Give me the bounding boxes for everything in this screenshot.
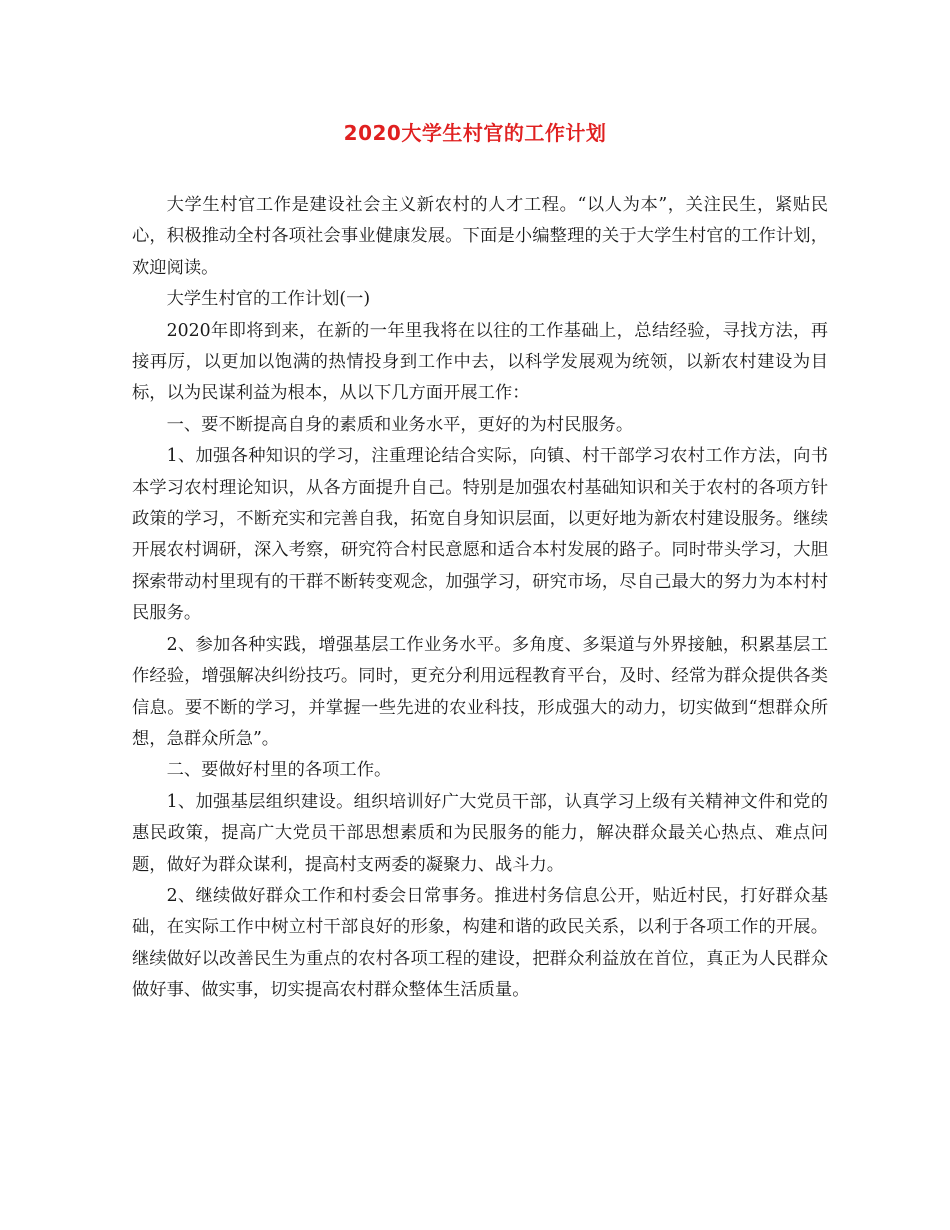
paragraph-overview: 2020年即将到来，在新的一年里我将在以往的工作基础上，总结经验，寻找方法，再接再厉，以更加以饱满的热情投身到工作中去，以科学发展观为统领，以新农村建设为目标，以为民谋利益为根本，从以下几方面开展工作： (132, 320, 828, 404)
paragraph-item-1-1: 1、加强各种知识的学习，注重理论结合实际，向镇、村干部学习农村工作方法，向书本学习农村理论知识，从各方面提升自己。特别是加强农村基础知识和关于农村的各项方针政策的学习，不断充实和完善自我，拓宽自身知识层面，以更好地为新农村建设服务。继续开展农村调研，深入考察，研究符合村民意愿和适合本村发展的路子。同时带头学习，大胆探索带动村里现有的干群不断转变观念，加强学习，研究市场，尽自己最大的努力为本村村民服务。 (132, 446, 828, 624)
paragraph-item-1-2: 2、参加各种实践，增强基层工作业务水平。多角度、多渠道与外界接触，积累基层工作经验，增强解决纠纷技巧。同时，更充分利用远程教育平台，及时、经常为群众提供各类信息。要不断的学习，并掌握一些先进的农业科技，形成强大的动力，切实做到“想群众所想，急群众所急”。 (132, 634, 828, 749)
paragraph-intro: 大学生村官工作是建设社会主义新农村的人才工程。“以人为本”，关注民生，紧贴民心，积极推动全村各项社会事业健康发展。下面是小编整理的关于大学生村官的工作计划，欢迎阅读。 (132, 195, 828, 278)
document-title: 2020大学生村官的工作计划 (343, 121, 607, 145)
section-heading-two: 二、要做好村里的各项工作。 (166, 760, 392, 781)
section-heading-plan-one: 大学生村官的工作计划(一) (166, 289, 371, 310)
paragraph-item-2-1: 1、加强基层组织建设。组织培训好广大党员干部，认真学习上级有关精神文件和党的惠民政策，提高广大党员干部思想素质和为民服务的能力，解决群众最关心热点、难点问题，做好为群众谋利，提高村支两委的凝聚力、战斗力。 (132, 791, 828, 875)
document-body (132, 190, 828, 1007)
section-heading-one: 一、要不断提高自身的素质和业务水平，更好的为村民服务。 (166, 414, 634, 435)
paragraph-item-2-2: 2、继续做好群众工作和村委会日常事务。推进村务信息公开，贴近村民，打好群众基础，在实际工作中树立村干部良好的形象，构建和谐的政民关系，以利于各项工作的开展。继续做好以改善民生为重点的农村各项工程的建设，把群众利益放在首位，真正为人民群众做好事、做实事，切实提高农村群众整体生活质量。 (132, 885, 828, 1001)
